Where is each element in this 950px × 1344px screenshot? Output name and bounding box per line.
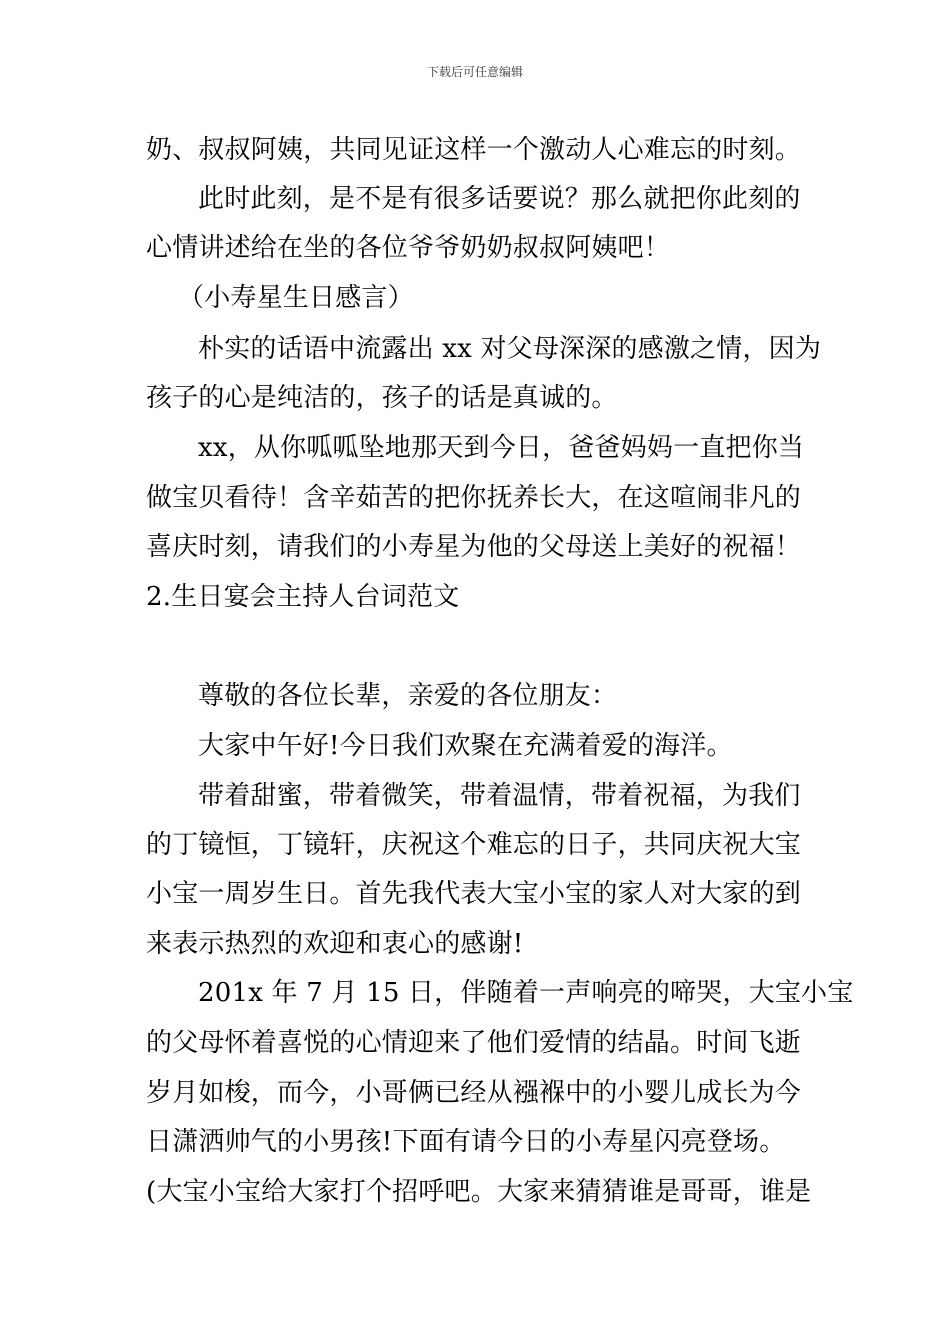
page-header: 下载后可任意编辑: [426, 65, 523, 79]
body-line: 此时此刻，是不是有很多话要说？那么就把你此刻的: [198, 184, 801, 214]
body-line: 201x 年 7 月 15 日，伴随着一声响亮的啼哭，大宝小宝: [198, 978, 854, 1008]
body-line: 奶、叔叔阿姨，共同见证这样一个激动人心难忘的时刻。: [146, 135, 802, 165]
body-line: 做宝贝看待！含辛茹苦的把你抚养长大，在这喧闹非凡的: [146, 483, 802, 513]
body-line: 岁月如梭，而今，小哥俩已经从襁褓中的小婴儿成长为今: [146, 1078, 802, 1108]
body-line: 心情讲述给在坐的各位爷爷奶奶叔叔阿姨吧！: [146, 233, 671, 263]
body-line: 日潇洒帅气的小男孩!下面有请今日的小寿星闪亮登场。: [146, 1127, 786, 1157]
body-line: 的丁镜恒，丁镜轩，庆祝这个难忘的日子，共同庆祝大宝: [146, 830, 802, 860]
body-line: 朴实的话语中流露出 xx 对父母深深的感激之情，因为: [198, 334, 822, 364]
body-line: 喜庆时刻，请我们的小寿星为他的父母送上美好的祝福！: [146, 532, 802, 562]
body-line: 大家中午好!今日我们欢聚在充满着爱的海洋。: [198, 731, 733, 761]
body-line: 的父母怀着喜悦的心情迎来了他们爱情的结晶。时间飞逝: [146, 1028, 802, 1058]
body-line: 尊敬的各位长辈，亲爱的各位朋友：: [198, 681, 618, 711]
body-line: （小寿星生日感言）: [178, 283, 414, 313]
body-line: (大宝小宝给大家打个招呼吧。大家来猜猜谁是哥哥，谁是: [146, 1177, 812, 1207]
body-line: 来表示热烈的欢迎和衷心的感谢!: [146, 929, 524, 959]
body-line: xx，从你呱呱坠地那天到今日，爸爸妈妈一直把你当: [198, 433, 805, 463]
body-line: 带着甜蜜，带着微笑，带着温情，带着祝福，为我们: [198, 781, 801, 811]
body-line: 小宝一周岁生日。首先我代表大宝小宝的家人对大家的到: [146, 879, 802, 909]
body-line: 孩子的心是纯洁的，孩子的话是真诚的。: [146, 383, 618, 413]
section-heading: 2.生日宴会主持人台词范文: [146, 582, 460, 612]
